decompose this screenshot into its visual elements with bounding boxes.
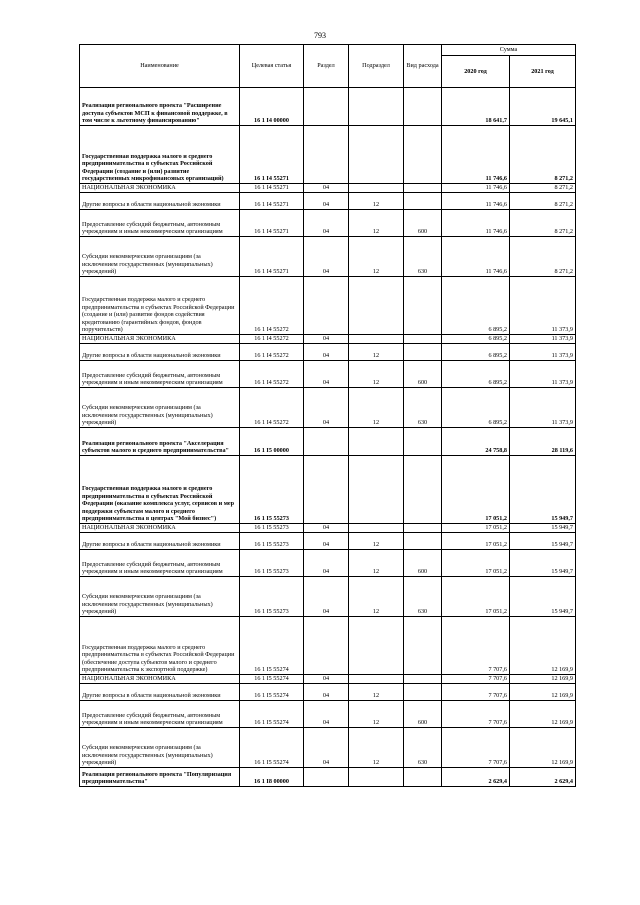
cell-expense-type: 600: [404, 210, 442, 237]
cell-name: Другие вопросы в области национальной экономики: [80, 344, 240, 361]
cell-sum-2021: 8 271,2: [510, 126, 576, 184]
header-subsection: Подраздел: [349, 45, 404, 88]
cell-name: Предоставление субсидий бюджетным, автономным учреждениям и иным некоммерческим организациям: [80, 550, 240, 577]
cell-name: НАЦИОНАЛЬНАЯ ЭКОНОМИКА: [80, 675, 240, 684]
cell-sum-2021: 12 169,9: [510, 617, 576, 675]
cell-section: [304, 126, 349, 184]
cell-section: 04: [304, 237, 349, 277]
table-row: [80, 344, 576, 361]
cell-name: Субсидии некоммерческим организациям (за исключением государственных (муниципальных) учреждений): [80, 237, 240, 277]
cell-subsection: [349, 524, 404, 533]
cell-section: 04: [304, 684, 349, 701]
cell-sum-2021: 15 949,7: [510, 550, 576, 577]
cell-expense-type: 630: [404, 577, 442, 617]
cell-sum-2021: 11 373,9: [510, 344, 576, 361]
cell-name: Реализация регионального проекта "Расширение доступа субъектов МСП к финансовой поддержке, в том числе к льготному финансированию": [80, 88, 240, 126]
cell-sum-2020: 2 629,4: [442, 768, 510, 787]
cell-expense-type: 630: [404, 728, 442, 768]
table-row: [80, 335, 576, 344]
cell-section: 04: [304, 344, 349, 361]
cell-sum-2021: 15 949,7: [510, 533, 576, 550]
cell-section: 04: [304, 550, 349, 577]
cell-target-article: 16 1 I4 55271: [240, 193, 304, 210]
cell-sum-2020: 6 895,2: [442, 361, 510, 388]
cell-section: 04: [304, 210, 349, 237]
cell-subsection: 12: [349, 344, 404, 361]
cell-name: Предоставление субсидий бюджетным, автономным учреждениям и иным некоммерческим организациям: [80, 701, 240, 728]
cell-name: Предоставление субсидий бюджетным, автономным учреждениям и иным некоммерческим организациям: [80, 210, 240, 237]
table-row: [80, 456, 576, 524]
cell-name: Предоставление субсидий бюджетным, автономным учреждениям и иным некоммерческим организациям: [80, 361, 240, 388]
cell-expense-type: 630: [404, 237, 442, 277]
table-row: [80, 533, 576, 550]
table-row: [80, 524, 576, 533]
cell-sum-2020: 7 707,6: [442, 728, 510, 768]
cell-sum-2020: 7 707,6: [442, 701, 510, 728]
table-body: [80, 88, 576, 787]
cell-target-article: 16 1 I4 55271: [240, 210, 304, 237]
budget-table: [79, 44, 576, 787]
table-row: [80, 675, 576, 684]
cell-subsection: [349, 456, 404, 524]
cell-sum-2020: 11 746,6: [442, 126, 510, 184]
cell-section: 04: [304, 577, 349, 617]
cell-section: 04: [304, 388, 349, 428]
cell-sum-2021: 15 949,7: [510, 456, 576, 524]
table-row: [80, 617, 576, 675]
cell-subsection: 12: [349, 533, 404, 550]
cell-target-article: 16 1 I4 55272: [240, 388, 304, 428]
cell-target-article: 16 1 I5 55274: [240, 684, 304, 701]
cell-sum-2021: 19 645,1: [510, 88, 576, 126]
cell-name: Государственная поддержка малого и среднего предпринимательства в субъектах Российской Федерации (обеспечение доступа субъектов малого и среднего предпринимательства к экспортной поддержке): [80, 617, 240, 675]
header-target-article: Целевая статья: [240, 45, 304, 88]
cell-sum-2020: 7 707,6: [442, 617, 510, 675]
cell-subsection: [349, 768, 404, 787]
cell-section: 04: [304, 701, 349, 728]
cell-target-article: 16 1 I4 55272: [240, 344, 304, 361]
header-name: Наименование: [80, 45, 240, 88]
cell-target-article: 16 1 I4 55271: [240, 184, 304, 193]
cell-subsection: [349, 428, 404, 456]
table-row: [80, 184, 576, 193]
cell-name: НАЦИОНАЛЬНАЯ ЭКОНОМИКА: [80, 184, 240, 193]
cell-section: 04: [304, 193, 349, 210]
cell-target-article: 16 1 I5 00000: [240, 428, 304, 456]
cell-sum-2020: 7 707,6: [442, 675, 510, 684]
cell-target-article: 16 1 I4 55272: [240, 361, 304, 388]
cell-sum-2021: 12 169,9: [510, 675, 576, 684]
cell-section: [304, 617, 349, 675]
cell-subsection: 12: [349, 237, 404, 277]
cell-subsection: [349, 184, 404, 193]
cell-target-article: 16 1 I8 00000: [240, 768, 304, 787]
cell-section: 04: [304, 184, 349, 193]
cell-expense-type: [404, 524, 442, 533]
cell-target-article: 16 1 I5 55274: [240, 675, 304, 684]
cell-subsection: [349, 675, 404, 684]
cell-expense-type: [404, 617, 442, 675]
cell-sum-2020: 17 051,2: [442, 456, 510, 524]
cell-expense-type: 600: [404, 701, 442, 728]
cell-sum-2020: 11 746,6: [442, 193, 510, 210]
cell-name: Субсидии некоммерческим организациям (за исключением государственных (муниципальных) учреждений): [80, 728, 240, 768]
cell-section: [304, 88, 349, 126]
cell-target-article: 16 1 I5 55273: [240, 533, 304, 550]
cell-subsection: 12: [349, 728, 404, 768]
cell-expense-type: [404, 277, 442, 335]
cell-sum-2021: 8 271,2: [510, 193, 576, 210]
cell-section: 04: [304, 675, 349, 684]
cell-subsection: 12: [349, 577, 404, 617]
cell-expense-type: [404, 456, 442, 524]
cell-target-article: 16 1 I4 55272: [240, 335, 304, 344]
cell-sum-2021: 12 169,9: [510, 728, 576, 768]
cell-subsection: [349, 617, 404, 675]
table-row: [80, 126, 576, 184]
cell-name: Субсидии некоммерческим организациям (за исключением государственных (муниципальных) учреждений): [80, 577, 240, 617]
cell-target-article: 16 1 I5 55274: [240, 701, 304, 728]
cell-name: Другие вопросы в области национальной экономики: [80, 533, 240, 550]
cell-sum-2021: 28 119,6: [510, 428, 576, 456]
table-row: [80, 684, 576, 701]
table-row: [80, 577, 576, 617]
cell-expense-type: [404, 675, 442, 684]
cell-section: [304, 428, 349, 456]
table-row: [80, 193, 576, 210]
cell-sum-2021: 11 373,9: [510, 277, 576, 335]
cell-expense-type: [404, 184, 442, 193]
table-row: [80, 237, 576, 277]
cell-expense-type: [404, 193, 442, 210]
cell-section: 04: [304, 533, 349, 550]
cell-name: Государственная поддержка малого и среднего предпринимательства в субъектах Российской Федерации (оказание комплекса услуг, сервисов и мер поддержки субъектам малого и среднего предпринимательства в центрах "Мой бизнес"): [80, 456, 240, 524]
cell-target-article: 16 1 I5 55274: [240, 617, 304, 675]
cell-subsection: 12: [349, 550, 404, 577]
table-row: [80, 210, 576, 237]
table-row: [80, 701, 576, 728]
cell-sum-2020: 7 707,6: [442, 684, 510, 701]
cell-expense-type: 600: [404, 550, 442, 577]
cell-sum-2021: 8 271,2: [510, 210, 576, 237]
cell-sum-2020: 24 758,8: [442, 428, 510, 456]
cell-sum-2020: 11 746,6: [442, 210, 510, 237]
cell-sum-2020: 11 746,6: [442, 237, 510, 277]
cell-section: [304, 768, 349, 787]
cell-sum-2021: 11 373,9: [510, 361, 576, 388]
cell-subsection: 12: [349, 361, 404, 388]
cell-name: Государственная поддержка малого и среднего предпринимательства в субъектах Российской Федерации (создание и (или) развитие государственных микрофинансовых организаций): [80, 126, 240, 184]
cell-sum-2021: 8 271,2: [510, 237, 576, 277]
cell-subsection: 12: [349, 193, 404, 210]
cell-expense-type: [404, 533, 442, 550]
header-year-2020: 2020 год: [442, 56, 510, 88]
table-row: [80, 768, 576, 787]
cell-expense-type: [404, 344, 442, 361]
cell-expense-type: [404, 684, 442, 701]
cell-name: НАЦИОНАЛЬНАЯ ЭКОНОМИКА: [80, 335, 240, 344]
header-year-2021: 2021 год: [510, 56, 576, 88]
cell-sum-2021: 15 949,7: [510, 524, 576, 533]
cell-expense-type: [404, 126, 442, 184]
cell-sum-2021: 11 373,9: [510, 335, 576, 344]
cell-expense-type: [404, 88, 442, 126]
cell-expense-type: [404, 768, 442, 787]
cell-section: [304, 277, 349, 335]
cell-sum-2020: 11 746,6: [442, 184, 510, 193]
table-row: [80, 88, 576, 126]
header-section: Раздел: [304, 45, 349, 88]
cell-subsection: 12: [349, 210, 404, 237]
header-expense-type: Вид расхода: [404, 45, 442, 88]
cell-sum-2020: 17 051,2: [442, 533, 510, 550]
table-row: [80, 277, 576, 335]
cell-sum-2021: 12 169,9: [510, 684, 576, 701]
cell-target-article: 16 1 I4 55271: [240, 237, 304, 277]
cell-target-article: 16 1 I5 55273: [240, 456, 304, 524]
cell-sum-2020: 6 895,2: [442, 344, 510, 361]
cell-target-article: 16 1 I5 55274: [240, 728, 304, 768]
cell-sum-2020: 6 895,2: [442, 277, 510, 335]
cell-name: НАЦИОНАЛЬНАЯ ЭКОНОМИКА: [80, 524, 240, 533]
header-sum: Сумма: [442, 45, 576, 56]
cell-sum-2020: 6 895,2: [442, 388, 510, 428]
table-row: [80, 428, 576, 456]
cell-target-article: 16 1 I5 55273: [240, 550, 304, 577]
cell-sum-2021: 2 629,4: [510, 768, 576, 787]
cell-section: 04: [304, 524, 349, 533]
cell-sum-2020: 17 051,2: [442, 524, 510, 533]
cell-sum-2020: 18 641,7: [442, 88, 510, 126]
cell-expense-type: 600: [404, 361, 442, 388]
cell-section: 04: [304, 728, 349, 768]
cell-subsection: [349, 88, 404, 126]
cell-name: Государственная поддержка малого и среднего предпринимательства в субъектах Российской Федерации (создание и (или) развитие фондов содействия кредитованию (гарантийных фондов, фондов поручительств): [80, 277, 240, 335]
cell-expense-type: [404, 335, 442, 344]
cell-sum-2020: 6 895,2: [442, 335, 510, 344]
cell-subsection: 12: [349, 684, 404, 701]
cell-name: Субсидии некоммерческим организациям (за исключением государственных (муниципальных) учреждений): [80, 388, 240, 428]
cell-subsection: [349, 126, 404, 184]
cell-target-article: 16 1 I4 55272: [240, 277, 304, 335]
cell-sum-2021: 11 373,9: [510, 388, 576, 428]
cell-sum-2020: 17 051,2: [442, 577, 510, 617]
cell-subsection: [349, 335, 404, 344]
cell-target-article: 16 1 I4 55271: [240, 126, 304, 184]
cell-name: Реализация регионального проекта "Популяризация предпринимательства": [80, 768, 240, 787]
table-row: [80, 361, 576, 388]
cell-target-article: 16 1 I4 00000: [240, 88, 304, 126]
cell-name: Другие вопросы в области национальной экономики: [80, 684, 240, 701]
cell-section: [304, 456, 349, 524]
cell-expense-type: 630: [404, 388, 442, 428]
cell-sum-2021: 12 169,9: [510, 701, 576, 728]
cell-subsection: 12: [349, 701, 404, 728]
cell-name: Другие вопросы в области национальной экономики: [80, 193, 240, 210]
page-number: 793: [314, 31, 326, 40]
cell-subsection: [349, 277, 404, 335]
cell-section: 04: [304, 335, 349, 344]
table-row: [80, 728, 576, 768]
table-row: [80, 388, 576, 428]
cell-target-article: 16 1 I5 55273: [240, 524, 304, 533]
cell-expense-type: [404, 428, 442, 456]
cell-name: Реализация регионального проекта "Акселерация субъектов малого и среднего предпринимательства": [80, 428, 240, 456]
cell-section: 04: [304, 361, 349, 388]
cell-subsection: 12: [349, 388, 404, 428]
cell-sum-2020: 17 051,2: [442, 550, 510, 577]
cell-target-article: 16 1 I5 55273: [240, 577, 304, 617]
cell-sum-2021: 15 949,7: [510, 577, 576, 617]
table-row: [80, 550, 576, 577]
cell-sum-2021: 8 271,2: [510, 184, 576, 193]
